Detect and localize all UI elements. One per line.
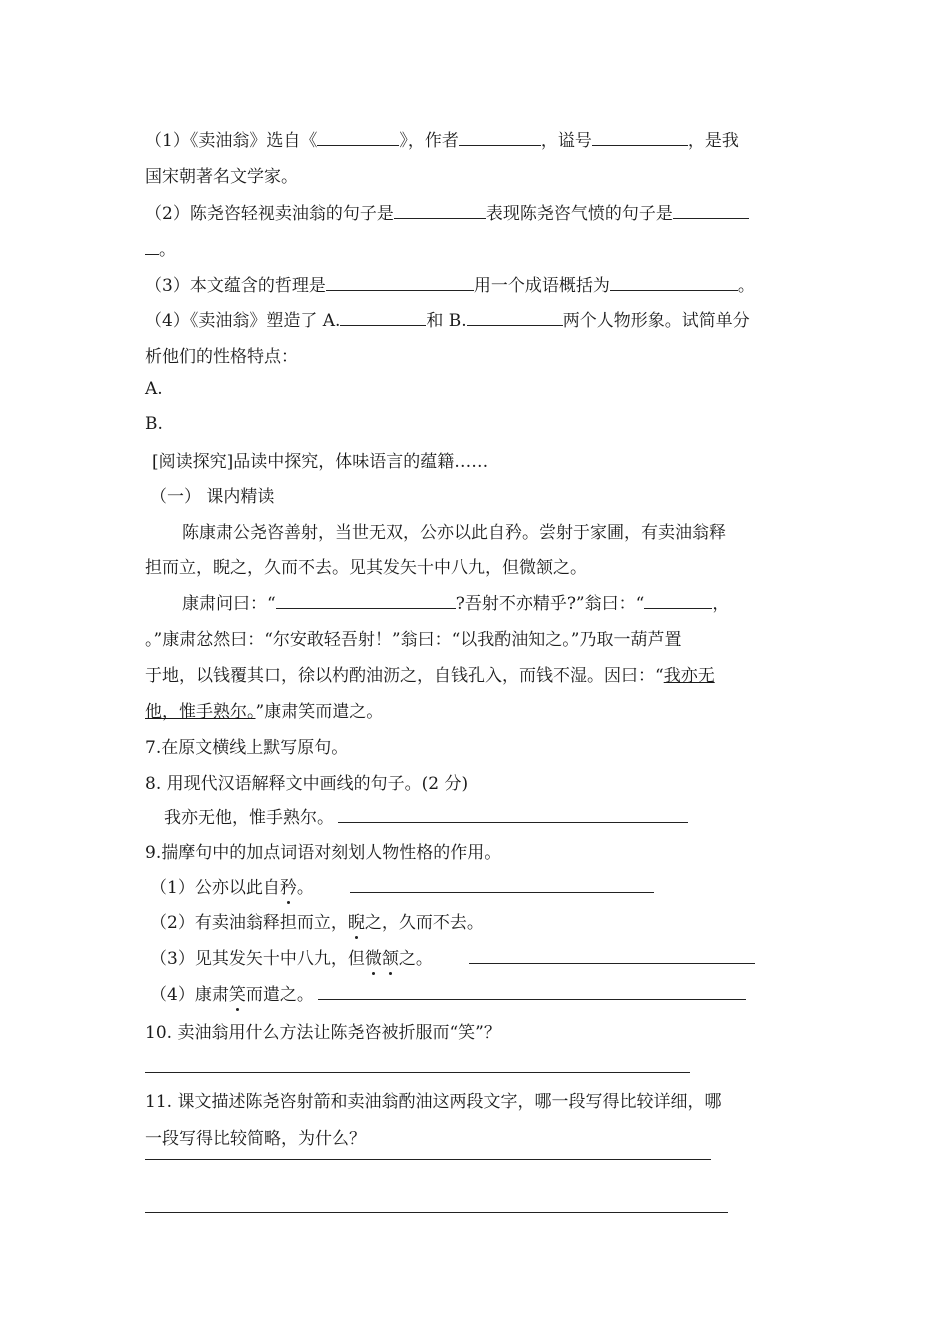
q8: 8. 用现代汉语解释文中画线的句子。(2 分) bbox=[145, 774, 469, 794]
q10: 10. 卖油翁用什么方法让陈尧咨被折服而“笑”？ bbox=[145, 1023, 501, 1043]
passage-p2-line4: 他，惟手熟尔。”康肃笑而遣之。 bbox=[145, 702, 384, 722]
q1-line2: 国宋朝著名文学家。 bbox=[145, 167, 298, 187]
reading-header: [阅读探究]品读中探究，体味语言的蕴籍…… bbox=[152, 452, 489, 472]
q2-line: （2）陈尧咨轻视卖油翁的句子是 表现陈尧咨气愤的句子是 bbox=[145, 199, 749, 224]
blank-author[interactable] bbox=[459, 127, 541, 146]
answer-q10-line[interactable] bbox=[145, 1072, 690, 1073]
passage-p1-line2: 担而立，睨之，久而不去。见其发矢十中八九，但微颔之。 bbox=[145, 558, 587, 578]
answer-q9-1[interactable] bbox=[350, 874, 654, 893]
blank-idiom[interactable] bbox=[610, 272, 738, 291]
q9-1-line: （1）公亦以此自矜。 bbox=[150, 873, 654, 898]
blank-contempt-sentence[interactable] bbox=[394, 200, 486, 219]
q11-line2: 一段写得比较简略，为什么？ bbox=[145, 1129, 366, 1149]
q2-line2: 。 bbox=[145, 235, 176, 260]
answer-q11-line2[interactable] bbox=[145, 1212, 728, 1213]
blank-character-b[interactable] bbox=[467, 307, 563, 326]
q8-sentence-line: 我亦无他，惟手熟尔。 bbox=[164, 803, 688, 828]
q9-4-line: （4）康肃笑而遣之。 bbox=[150, 980, 746, 1005]
blank-anger-sentence[interactable] bbox=[673, 200, 749, 219]
q9-2-line: （2）有卖油翁释担而立，睨之，久而不去。 bbox=[150, 913, 484, 933]
answer-q11-line1[interactable] bbox=[145, 1159, 711, 1160]
answer-q8[interactable] bbox=[338, 804, 688, 823]
passage-p1-line1: 陈康肃公尧咨善射，当世无双，公亦以此自矜。尝射于家圃，有卖油翁释 bbox=[182, 523, 726, 543]
q4-line2: 析他们的性格特点： bbox=[145, 347, 298, 367]
answer-a-label: A. bbox=[145, 379, 163, 399]
blank-posthumous-name[interactable] bbox=[592, 127, 688, 146]
underlined-sentence-part2: 他，惟手熟尔。 bbox=[145, 702, 256, 722]
q3-line: （3）本文蕴含的哲理是 用一个成语概括为 。 bbox=[145, 271, 755, 296]
q9: 9.揣摩句中的加点词语对刻划人物性格的作用。 bbox=[145, 843, 502, 863]
passage-p2-line2: 。”康肃忿然曰：“尔安敢轻吾射！”翁曰：“以我酌油知之。”乃取一葫芦置 bbox=[145, 630, 682, 650]
q11-line1: 11. 课文描述陈尧咨射箭和卖油翁酌油这两段文字，哪一段写得比较详细，哪 bbox=[145, 1092, 722, 1112]
passage-p2-line3: 于地，以钱覆其口，徐以杓酌油沥之，自钱孔入，而钱不湿。因曰：“我亦无 bbox=[145, 666, 715, 686]
blank-recite-1[interactable] bbox=[276, 590, 456, 609]
answer-b-label: B. bbox=[145, 414, 163, 434]
blank-source[interactable] bbox=[317, 127, 399, 146]
blank-philosophy[interactable] bbox=[326, 272, 474, 291]
answer-q9-4[interactable] bbox=[318, 981, 746, 1000]
q1-line: （1）《卖油翁》选自《 》，作者 ，谥号 ，是我 bbox=[145, 126, 739, 151]
q9-3-line: （3）见其发矢十中八九，但微颔之。 bbox=[150, 944, 755, 969]
blank-character-a[interactable] bbox=[340, 307, 426, 326]
passage-p2-line1: 康肃问曰：“ ?吾射不亦精乎?”翁曰：“ ， bbox=[182, 589, 729, 614]
blank-recite-2[interactable] bbox=[644, 590, 712, 609]
q4-line: （4）《卖油翁》塑造了 A. 和 B. 两个人物形象。试简单分 bbox=[145, 306, 750, 331]
section-title: （一） 课内精读 bbox=[150, 487, 275, 507]
underlined-sentence-part1: 我亦无 bbox=[663, 666, 715, 686]
answer-q9-3[interactable] bbox=[469, 945, 755, 964]
q7: 7.在原文横线上默写原句。 bbox=[145, 738, 349, 758]
blank-anger-sentence-cont[interactable] bbox=[145, 236, 159, 255]
